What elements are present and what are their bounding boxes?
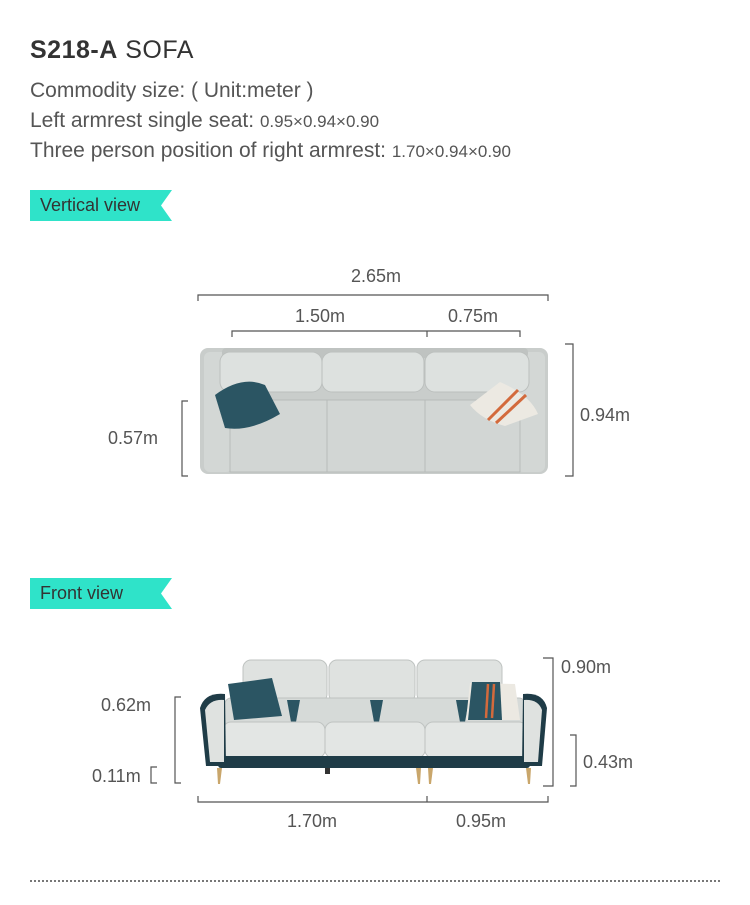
- right-armrest-label: Three person position of right armrest:: [30, 139, 386, 162]
- seat-height-dimension-line: [570, 735, 576, 786]
- leg-height-label: 0.11m: [92, 766, 141, 786]
- total-height-label: 0.90m: [561, 657, 612, 677]
- total-width-label: 2.65m: [351, 266, 402, 286]
- back-height-dimension-line: [175, 697, 181, 783]
- seat-depth-label: 0.57m: [108, 428, 159, 448]
- total-depth-label: 0.94m: [580, 405, 631, 425]
- left-width-label: 1.70m: [287, 811, 338, 831]
- footer-divider: [30, 880, 720, 882]
- front-view-label: Front view: [40, 583, 124, 603]
- leg-height-dimension-line: [151, 767, 157, 783]
- product-name: SOFA: [125, 36, 194, 64]
- seat-height-label: 0.43m: [583, 752, 634, 772]
- left-armrest-label: Left armrest single seat:: [30, 109, 255, 132]
- right-armrest-value: 1.70×0.94×0.90: [391, 142, 511, 161]
- vertical-view-label: Vertical view: [40, 195, 141, 215]
- right-width-label: 0.95m: [456, 811, 507, 831]
- left-armrest-value: 0.95×0.94×0.90: [259, 112, 380, 131]
- back-height-label: 0.62m: [101, 695, 152, 715]
- product-code: S218-A: [30, 36, 118, 64]
- right-section-width-label: 0.75m: [448, 306, 499, 326]
- front-width-dimension-line: [198, 796, 548, 802]
- gold-leg-icons: [217, 768, 531, 784]
- sofa-front-view: [200, 660, 547, 784]
- left-section-width-label: 1.50m: [295, 306, 346, 326]
- commodity-size-text: Commodity size: ( Unit:meter ): [30, 79, 314, 102]
